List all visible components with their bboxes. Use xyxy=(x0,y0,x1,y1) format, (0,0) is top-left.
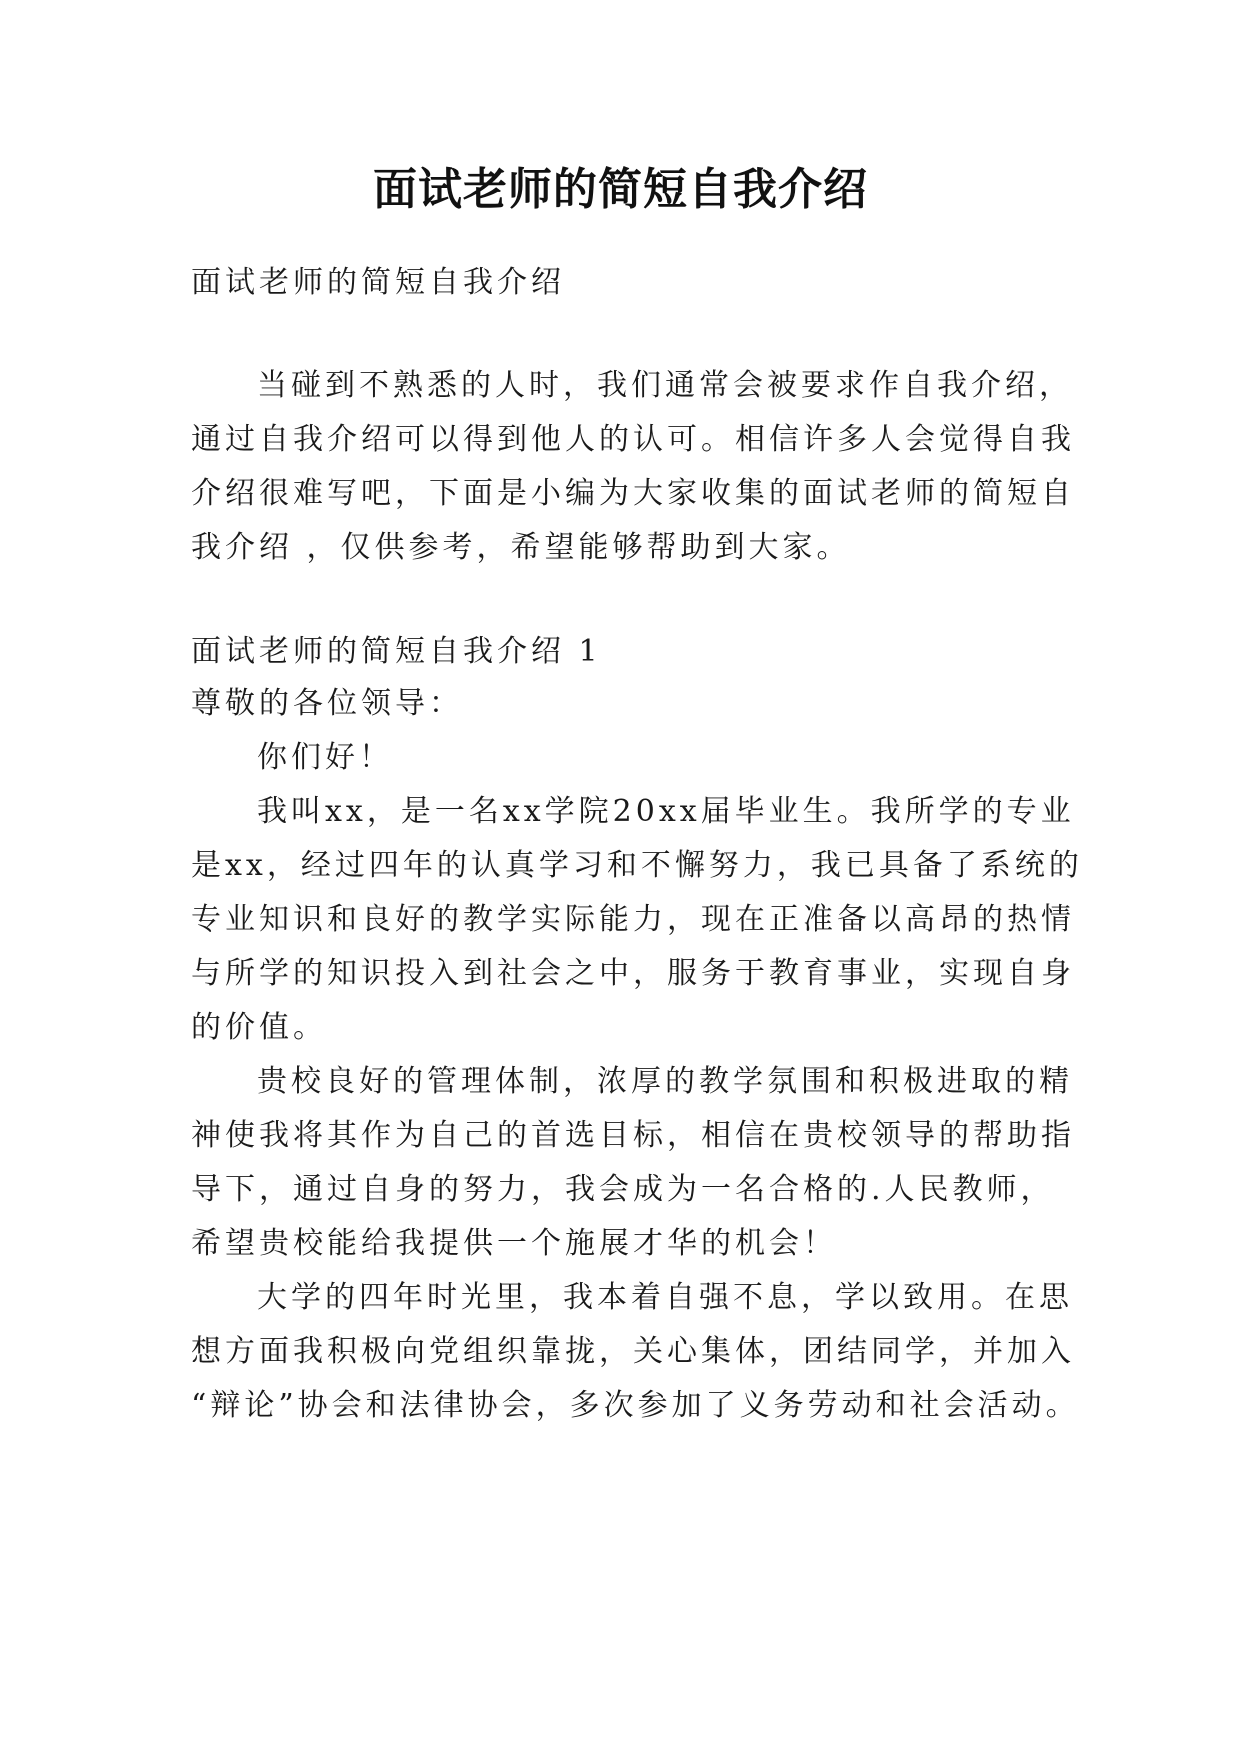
paragraph3-line-1: 大学的四年时光里，我本着自强不息，学以致用。在思 xyxy=(257,1280,1073,1315)
intro-line-4: 我介绍 ，仅供参考，希望能够帮助到大家。 xyxy=(191,530,851,565)
paragraph3-line-2: 想方面我积极向党组织靠拢，关心集体，团结同学，并加入 xyxy=(191,1334,1075,1369)
paragraph1-line-3: 专业知识和良好的教学实际能力，现在正准备以高昂的热情 xyxy=(191,902,1075,937)
section-heading: 面试老师的简短自我介绍 1 xyxy=(191,634,602,669)
paragraph2-line-3: 导下，通过自身的努力，我会成为一名合格的.人民教师， xyxy=(191,1172,1055,1207)
paragraph1-line-2: 是xx，经过四年的认真学习和不懈努力，我已具备了系统的 xyxy=(191,848,1083,883)
paragraph3-line-3: “辩论”协会和法律协会，多次参加了义务劳动和社会活动。 xyxy=(191,1388,1080,1423)
intro-line-2: 通过自我介绍可以得到他人的认可。相信许多人会觉得自我 xyxy=(191,422,1075,457)
paragraph2-line-2: 神使我将其作为自己的首选目标，相信在贵校领导的帮助指 xyxy=(191,1118,1075,1153)
paragraph1-line-1: 我叫xx，是一名xx学院20xx届毕业生。我所学的专业 xyxy=(257,794,1075,829)
document-title: 面试老师的简短自我介绍 xyxy=(373,164,868,215)
document-subtitle: 面试老师的简短自我介绍 xyxy=(191,265,565,300)
paragraph1-line-4: 与所学的知识投入到社会之中，服务于教育事业，实现自身 xyxy=(191,956,1075,991)
salutation: 尊敬的各位领导： xyxy=(191,686,463,721)
intro-line-3: 介绍很难写吧，下面是小编为大家收集的面试老师的简短自 xyxy=(191,476,1075,511)
paragraph2-line-4: 希望贵校能给我提供一个施展才华的机会！ xyxy=(191,1226,837,1261)
paragraph1-line-5: 的价值。 xyxy=(191,1010,327,1045)
paragraph2-line-1: 贵校良好的管理体制，浓厚的教学氛围和积极进取的精 xyxy=(257,1064,1073,1099)
intro-line-1: 当碰到不熟悉的人时，我们通常会被要求作自我介绍， xyxy=(257,368,1073,403)
greeting: 你们好！ xyxy=(257,740,393,775)
